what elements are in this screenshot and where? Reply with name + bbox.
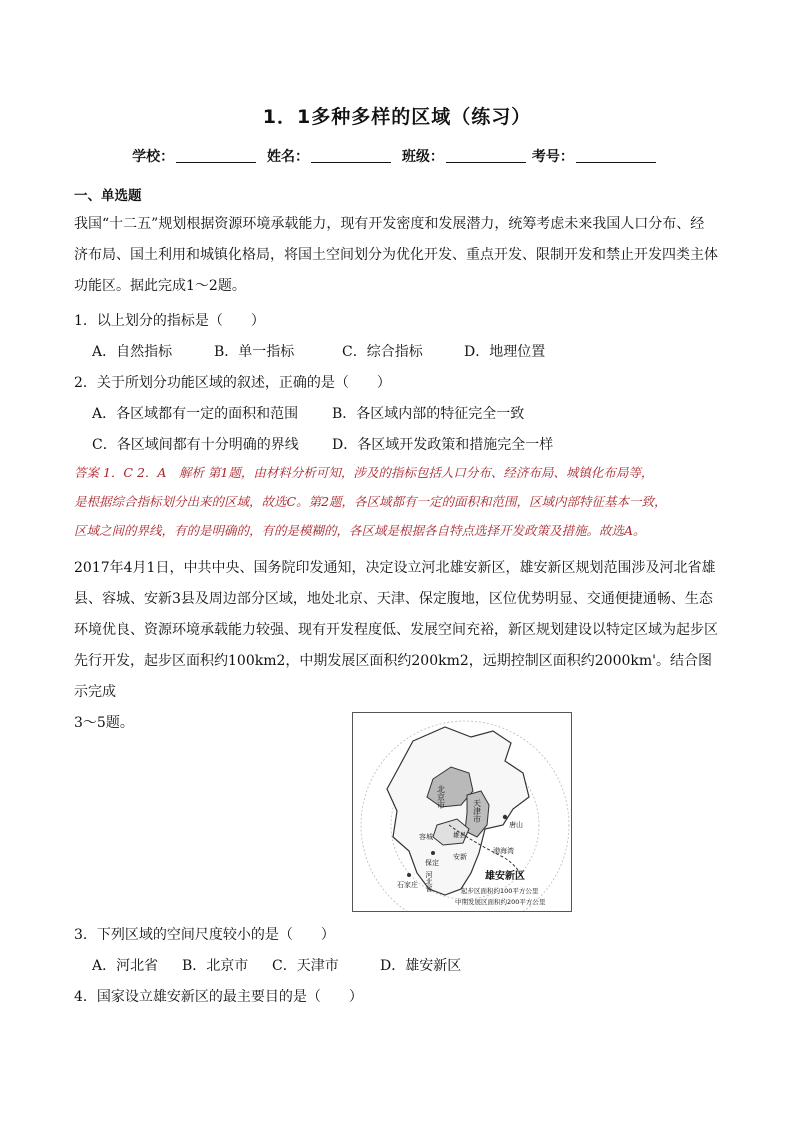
name-label: 姓名：: [267, 149, 309, 165]
passage-1-line: 功能区。据此完成1～2题。: [74, 278, 246, 294]
option-a[interactable]: A．自然指标: [92, 344, 173, 360]
option-d[interactable]: D．地理位置: [464, 344, 546, 360]
option-b[interactable]: B．单一指标: [214, 344, 295, 360]
answer-line: 是根据综合指标划分出来的区域，故选C。第2题，各区域都有一定的面积和范围，区域内部特征基本一致，: [74, 494, 667, 509]
option-c[interactable]: C．各区域间都有十分明确的界线: [92, 437, 299, 453]
xiongxian-label: 雄县: [453, 831, 466, 839]
option-c[interactable]: C．综合指标: [342, 344, 423, 360]
passage-2-line: 2017年4月1日，中共中央、国务院印发通知，决定设立河北雄安新区，雄安新区规划范围涉及河北省雄: [74, 560, 716, 576]
page-title: 1．1多种多样的区域（练习）: [262, 106, 532, 128]
answer-explanation-1-2: [74, 458, 724, 545]
xiongan-title-label: 雄安新区: [485, 871, 525, 882]
student-info-row: [0, 146, 794, 166]
question-2-stem: 2．关于所划分功能区域的叙述，正确的是（ ）: [74, 375, 391, 391]
passage-1-line: 我国“十二五”规划根据资源环境承载能力，现有开发密度和发展潜力，统筹考虑未来我国人口分布、经: [74, 216, 705, 232]
beijing-label: 北京市: [436, 785, 446, 809]
anxin-label: 安新: [453, 853, 467, 861]
option-a[interactable]: A．河北省: [92, 958, 159, 974]
legend-line-2: 中期发展区面积约200平方公里: [455, 898, 546, 906]
option-b[interactable]: B．各区域内部的特征完全一致: [332, 406, 525, 422]
passage-2-line: 先行开发，起步区面积约100km2，中期发展区面积约200km2，远期控制区面积约2000km'。结合图示完成: [74, 653, 713, 700]
xiongan-map-figure: [352, 712, 572, 912]
answer-line: 区域之间的界线，有的是明确的，有的是模糊的，各区域是根据各自特点选择开发政策及措施。故选A。: [74, 523, 646, 538]
option-c[interactable]: C．天津市: [272, 958, 339, 974]
shijiazhuang-label: 石家庄: [397, 881, 418, 889]
school-field[interactable]: [176, 162, 256, 163]
tangshan-label: 唐山: [509, 821, 523, 829]
question-3-options: [92, 955, 461, 975]
bohai-label: 渤海湾: [493, 847, 514, 855]
class-field[interactable]: [446, 162, 526, 163]
shijiazhuang-dot: [407, 873, 411, 877]
xiongan-map: [353, 713, 571, 911]
passage-2-line: 县、容城、安新3县及周边部分区域，地处北京、天津、保定腹地，区位优势明显、交通便捷通畅、生态: [74, 591, 713, 607]
passage-1-line: 济布局、国土利用和城镇化格局，将国土空间划分为优化开发、重点开发、限制开发和禁止开发四类主体: [74, 247, 718, 263]
rongcheng-label: 容城: [419, 833, 433, 841]
question-1-stem: 1．以上划分的指标是（ ）: [74, 313, 265, 329]
number-field[interactable]: [576, 162, 656, 163]
hebei-label: 河北省: [425, 871, 433, 892]
question-1-options: [92, 341, 545, 361]
question-2-options-row1: [92, 403, 524, 423]
baoding-dot: [431, 851, 435, 855]
question-2-options-row2: [92, 434, 553, 454]
tangshan-dot: [503, 815, 507, 819]
option-b[interactable]: B．北京市: [182, 958, 249, 974]
question-4-stem: 4．国家设立雄安新区的最主要目的是（ ）: [74, 989, 363, 1005]
option-d[interactable]: D．各区域开发政策和措施完全一样: [332, 437, 554, 453]
question-3-stem: 3．下列区域的空间尺度较小的是（ ）: [74, 927, 335, 943]
baoding-label: 保定: [425, 859, 439, 867]
class-label: 班级：: [401, 149, 444, 165]
passage-2-line: 环境优良、资源环境承载能力较强、现有开发程度低、发展空间充裕，新区规划建设以特定区域为起步区: [74, 622, 718, 638]
passage-2-line: 3～5题。: [74, 715, 134, 731]
legend-line-1: 起步区面积约100平方公里: [461, 887, 539, 895]
passage-1: [74, 209, 724, 302]
school-label: 学校：: [132, 149, 175, 165]
tianjin-label: 天津市: [472, 799, 482, 823]
number-label: 考号：: [531, 149, 574, 165]
name-field[interactable]: [311, 162, 391, 163]
option-d[interactable]: D．雄安新区: [380, 958, 462, 974]
section-title: 一、单选题: [74, 188, 142, 204]
answer-line: 答案 1．C 2．A 解析 第1题，由材料分析可知，涉及的指标包括人口分布、经济布局、城镇化布局等，: [74, 465, 654, 480]
hebei-province-outline: [387, 727, 529, 895]
option-a[interactable]: A．各区域都有一定的面积和范围: [92, 406, 299, 422]
